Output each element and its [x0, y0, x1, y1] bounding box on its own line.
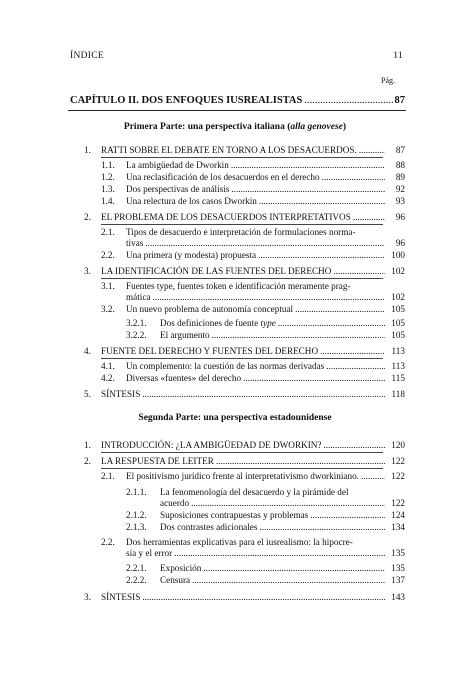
- entry-page: 88: [395, 160, 405, 170]
- entry-number: 5.: [84, 389, 91, 399]
- entry-number: 2.1.: [101, 471, 115, 481]
- entry-number: 4.2.: [101, 373, 115, 383]
- leader-dots: [231, 160, 385, 170]
- entry-page: 93: [395, 196, 405, 206]
- entry-page: 102: [391, 292, 405, 302]
- chapter-underline: [68, 110, 406, 111]
- heading-underline: [101, 278, 383, 279]
- leader-dots: [310, 510, 385, 520]
- entry-page: 105: [391, 318, 405, 328]
- leader-dots: [259, 196, 385, 206]
- entry-number: 3.: [84, 266, 91, 276]
- toc-entry: [160, 575, 405, 585]
- chapter-title: CAPÍTULO II. DOS ENFOQUES IUSREALISTAS: [70, 95, 303, 106]
- leader-dots: [359, 145, 385, 155]
- entry-page: 124: [391, 510, 405, 520]
- leader-dots: [304, 95, 392, 106]
- leader-dots: [192, 575, 385, 585]
- entry-title-continuation: tivas: [126, 238, 144, 248]
- entry-number: 2.2.: [101, 250, 115, 260]
- part-one-heading: Primera Parte: una perspectiva italiana (alla genovese): [123, 122, 347, 132]
- entry-title-continuation: sía y el error: [126, 548, 173, 558]
- entry-page: 122: [391, 498, 405, 508]
- entry-page: 143: [391, 592, 405, 602]
- toc-entry: [126, 373, 405, 383]
- entry-title: Exposición: [160, 563, 202, 573]
- entry-title: Suposiciones contrapuestas y problemas: [160, 510, 309, 520]
- entry-page: 96: [395, 212, 405, 222]
- entry-number: 1.2.: [101, 172, 115, 182]
- entry-page: 134: [391, 522, 405, 532]
- leader-dots: [361, 471, 385, 481]
- leader-dots: [231, 184, 385, 194]
- entry-number: 3.: [84, 592, 91, 602]
- entry-title: RATTI SOBRE EL DEBATE EN TORNO A LOS DESACUERDOS.: [101, 145, 357, 155]
- leader-dots: [216, 456, 385, 466]
- toc-entry: [101, 440, 405, 450]
- entry-title: SÍNTESIS: [101, 389, 141, 399]
- entry-page: 100: [391, 250, 405, 260]
- toc-entry: [101, 212, 405, 222]
- entry-page: 113: [391, 346, 405, 356]
- toc-entry: [160, 522, 405, 532]
- running-header-title: ÍNDICE: [70, 51, 104, 61]
- leader-dots: [322, 172, 385, 182]
- entry-number: 4.: [84, 346, 91, 356]
- entry-title: El positivismo jurídico frente al interpretativismo dworkiniano.: [126, 471, 359, 481]
- entry-number: 2.2.2.: [126, 575, 147, 585]
- heading-underline: [101, 358, 383, 359]
- entry-page: 105: [391, 330, 405, 340]
- toc-entry: [101, 145, 405, 155]
- entry-page: 87: [395, 145, 405, 155]
- entry-title: Diversas «fuentes» del derecho: [126, 373, 242, 383]
- entry-page: 113: [391, 361, 405, 371]
- entry-title: SÍNTESIS: [101, 592, 141, 602]
- entry-title: Censura: [160, 575, 191, 585]
- entry-number: 1.1.: [101, 160, 115, 170]
- entry-number: 2.2.: [101, 537, 115, 547]
- entry-title: INTRODUCCIÓN: ¿LA AMBIGÜEDAD DE DWORKIN?: [101, 440, 322, 450]
- entry-title: EL PROBLEMA DE LOS DESACUERDOS INTERPRETATIVOS: [101, 212, 351, 222]
- entry-number: 1.: [84, 145, 91, 155]
- entry-page: 92: [395, 184, 405, 194]
- leader-dots: [326, 361, 385, 371]
- toc-entry: [126, 160, 405, 170]
- leader-dots: [191, 498, 385, 508]
- leader-dots: [153, 292, 386, 302]
- toc-entry: [126, 196, 405, 206]
- entry-number: 2.2.1.: [126, 563, 147, 573]
- entry-number: 4.1.: [101, 361, 115, 371]
- leader-dots: [323, 440, 385, 450]
- leader-dots: [212, 330, 385, 340]
- entry-title: Tipos de desacuerdo e interpretación de formulaciones norma-: [126, 227, 356, 237]
- entry-title: Dos perspectivas de análisis: [126, 184, 230, 194]
- entry-title: Un complemento: la cuestión de las normas derivadas: [126, 361, 325, 371]
- page-column-label: Pág.: [381, 76, 395, 85]
- entry-number: 2.1.3.: [126, 522, 147, 532]
- entry-page: 122: [391, 471, 405, 481]
- toc-entry: [160, 563, 405, 573]
- entry-title: Dos herramientas explicativas para el iusrealismo: la hipocre-: [126, 537, 353, 547]
- entry-title: La ambigüedad de Dworkin: [126, 160, 229, 170]
- entry-page: 135: [391, 563, 405, 573]
- entry-title-continuation: mática: [126, 292, 151, 302]
- entry-number: 3.1.: [101, 281, 115, 291]
- entry-title: Un nuevo problema de autonomía conceptual: [126, 304, 294, 314]
- entry-page: 102: [391, 266, 405, 276]
- toc-entry-continuation: [126, 548, 405, 558]
- toc-entry: [101, 346, 405, 356]
- toc-entry: [101, 389, 405, 399]
- entry-number: 2.1.: [101, 227, 115, 237]
- toc-entry: [126, 172, 405, 182]
- entry-title: La fenomenología del desacuerdo y la pirámide del: [160, 487, 349, 497]
- toc-entry: [126, 471, 405, 481]
- entry-page: 137: [391, 575, 405, 585]
- entry-title: Una relectura de los casos Dworkin: [126, 196, 257, 206]
- leader-dots: [320, 346, 385, 356]
- entry-title: Fuentes type, fuentes token e identificación meramente prag-: [126, 281, 351, 291]
- leader-dots: [258, 250, 385, 260]
- leader-dots: [142, 592, 385, 602]
- entry-title: Una reclasificación de los desacuerdos en el derecho: [126, 172, 320, 182]
- entry-page: 89: [395, 172, 405, 182]
- entry-number: 2.1.2.: [126, 510, 147, 520]
- entry-page: 135: [391, 548, 405, 558]
- part-two-heading: Segunda Parte: una perspectiva estadounidense: [138, 413, 332, 423]
- toc-entry: [126, 250, 405, 260]
- entry-number: 2.: [84, 212, 91, 222]
- entry-page: 115: [391, 373, 405, 383]
- toc-entry: [160, 330, 405, 340]
- entry-number: 3.2.: [101, 304, 115, 314]
- leader-dots: [295, 304, 385, 314]
- chapter-heading: [70, 95, 405, 106]
- leader-dots: [333, 266, 385, 276]
- heading-underline: [101, 452, 383, 453]
- toc-entry: [101, 266, 405, 276]
- entry-title: Dos definiciones de fuente type: [160, 318, 276, 328]
- toc-entry: [160, 318, 405, 328]
- leader-dots: [353, 212, 385, 222]
- toc-entry: [126, 304, 405, 314]
- entry-page: 105: [391, 304, 405, 314]
- toc-entry: [101, 592, 405, 602]
- toc-entry-continuation: [160, 498, 405, 508]
- chapter-page: 87: [394, 95, 405, 106]
- entry-page: 120: [391, 440, 405, 450]
- entry-title: LA IDENTIFICACIÓN DE LAS FUENTES DEL DERECHO: [101, 266, 332, 276]
- entry-title-continuation: acuerdo: [160, 498, 190, 508]
- entry-page: 118: [391, 389, 405, 399]
- entry-title: El argumento: [160, 330, 210, 340]
- leader-dots: [278, 318, 385, 328]
- entry-title: LA RESPUESTA DE LEITER: [101, 456, 214, 466]
- heading-underline: [101, 468, 383, 469]
- leader-dots: [174, 548, 385, 558]
- heading-underline: [101, 157, 383, 158]
- toc-entry: [101, 456, 405, 466]
- entry-number: 1.3.: [101, 184, 115, 194]
- toc-entry-continuation: [126, 292, 405, 302]
- entry-number: 2.: [84, 456, 91, 466]
- entry-number: 3.2.1.: [126, 318, 147, 328]
- entry-title: Una primera (y modesta) propuesta: [126, 250, 257, 260]
- leader-dots: [142, 389, 385, 399]
- entry-number: 2.1.1.: [126, 487, 147, 497]
- toc-entry: [126, 184, 405, 194]
- heading-underline: [101, 224, 383, 225]
- toc-entry-continuation: [126, 238, 405, 248]
- toc-entry: [126, 361, 405, 371]
- entry-title: Dos contrastes adicionales: [160, 522, 258, 532]
- entry-page: 96: [395, 238, 405, 248]
- leader-dots: [259, 522, 385, 532]
- leader-dots: [243, 373, 385, 383]
- entry-number: 1.4.: [101, 196, 115, 206]
- page-number: 11: [393, 51, 403, 61]
- entry-number: 3.2.2.: [126, 330, 147, 340]
- entry-title: FUENTE DEL DERECHO Y FUENTES DEL DERECHO: [101, 346, 319, 356]
- entry-page: 122: [391, 456, 405, 466]
- leader-dots: [145, 238, 385, 248]
- entry-number: 1.: [84, 440, 91, 450]
- leader-dots: [203, 563, 385, 573]
- toc-entry: [160, 510, 405, 520]
